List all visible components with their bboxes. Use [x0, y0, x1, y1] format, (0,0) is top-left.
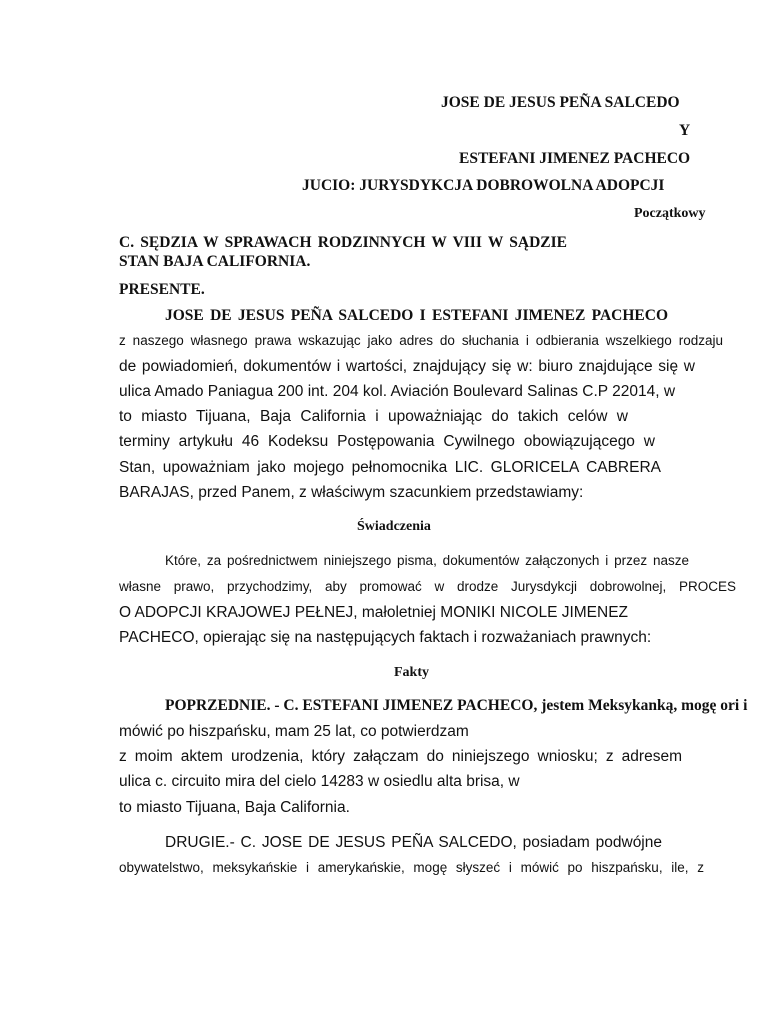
intro-line: z naszego własnego prawa wskazując jako adres do słuchania i odbierania wszelkiego rodzaju: [119, 333, 723, 348]
swiadczenia-line: PACHECO, opierając się na następujących faktach i rozważaniach prawnych:: [119, 629, 652, 646]
intro-names: JOSE DE JESUS PEÑA SALCEDO I ESTEFANI JIMENEZ PACHECO: [165, 307, 668, 324]
intro-line: to miasto Tijuana, Baja California i upoważniając do takich celów w: [119, 408, 628, 425]
intro-line: terminy artykułu 46 Kodeksu Postępowania Cywilnego obowiązującego w: [119, 433, 655, 450]
intro-line: BARAJAS, przed Panem, z właściwym szacunkiem przedstawiamy:: [119, 484, 584, 501]
conjunction-y: Y: [679, 122, 691, 139]
swiadczenia-line: O ADOPCJI KRAJOWEJ PEŁNEJ, małoletniej MONIKI NICOLE JIMENEZ: [119, 604, 629, 621]
swiadczenia-line: własne prawo, przychodzimy, aby promować w drodze Jurysdykcji dobrowolnej, PROCES: [119, 579, 736, 594]
intro-line: de powiadomień, dokumentów i wartości, znajdujący się w: biuro znajdujące się w: [119, 358, 695, 375]
party1-name: JOSE DE JESUS PEÑA SALCEDO: [441, 94, 680, 111]
fakty-first-line: to miasto Tijuana, Baja California.: [119, 799, 350, 816]
section-title-swiadczenia: Świadczenia: [357, 519, 431, 534]
swiadczenia-line: Które, za pośrednictwem niniejszego pisma, dokumentów załączonych i przez nasze: [165, 553, 689, 568]
fakty-second-line: DRUGIE.- C. JOSE DE JESUS PEÑA SALCEDO, posiadam podwójne: [165, 834, 662, 851]
intro-line: ulica Amado Paniagua 200 int. 204 kol. Aviación Boulevard Salinas C.P 22014, w: [119, 383, 676, 400]
fakty-second-line: obywatelstwo, meksykańskie i amerykańskie, mogę słyszeć i mówić po hiszpańsku, ile, z: [119, 860, 704, 875]
presente-label: PRESENTE.: [119, 281, 205, 298]
addressee-line-2: STAN BAJA CALIFORNIA.: [119, 253, 311, 270]
stage-label: Początkowy: [634, 206, 706, 221]
fakty-first-line: z moim aktem urodzenia, który załączam do niniejszego wniosku; z adresem: [119, 748, 682, 765]
section-title-fakty: Fakty: [394, 665, 429, 680]
addressee-line-1: C. SĘDZIA W SPRAWACH RODZINNYCH W VIII W SĄDZIE: [119, 234, 567, 251]
case-title: JUCIO: JURYSDYKCJA DOBROWOLNA ADOPCJI: [302, 177, 665, 194]
fakty-first-line: mówić po hiszpańsku, mam 25 lat, co potwierdzam: [119, 723, 469, 740]
party2-name: ESTEFANI JIMENEZ PACHECO: [459, 150, 691, 167]
fakty-first-line: ulica c. circuito mira del cielo 14283 w osiedlu alta brisa, w: [119, 773, 520, 790]
intro-line: Stan, upoważniam jako mojego pełnomocnika LIC. GLORICELA CABRERA: [119, 459, 661, 476]
fakty-first-lead: POPRZEDNIE. - C. ESTEFANI JIMENEZ PACHECO, jestem Meksykanką, mogę ori i: [165, 697, 748, 714]
